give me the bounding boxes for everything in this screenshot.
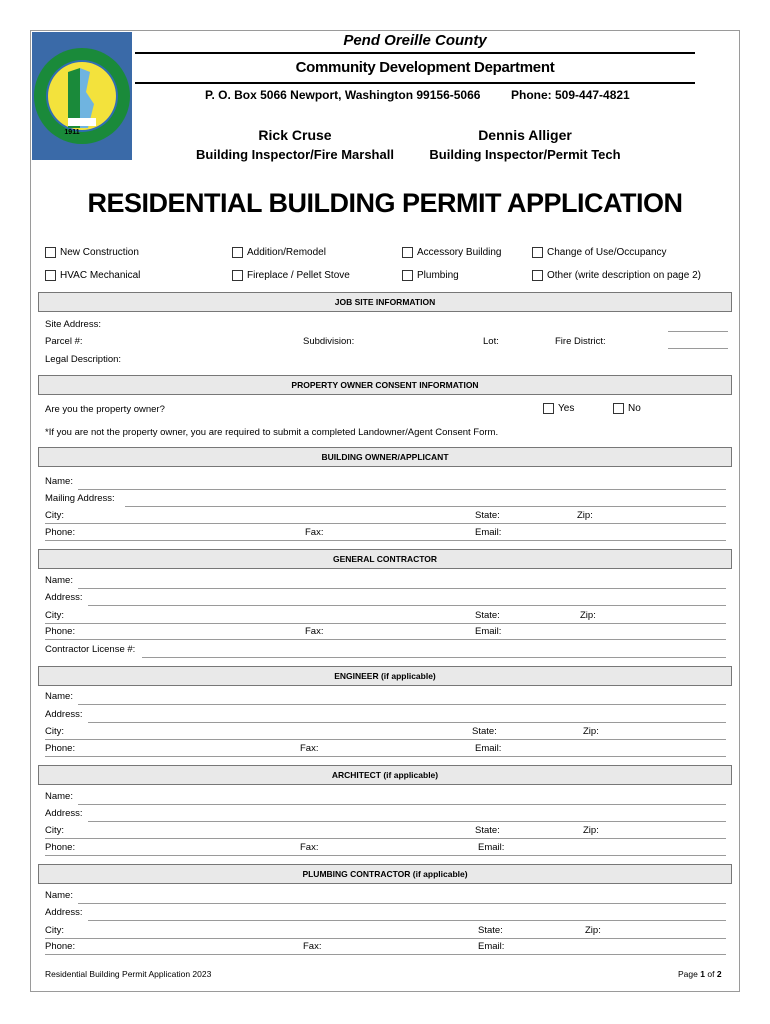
field-line <box>88 722 726 723</box>
footer-page-number: Page 1 of 2 <box>678 969 722 979</box>
label-address: Address: <box>45 808 83 819</box>
label-email: Email: <box>478 842 505 853</box>
label-state: State: <box>475 510 500 521</box>
field-line <box>78 489 726 490</box>
label-zip: Zip: <box>583 726 599 737</box>
field-line <box>125 506 726 507</box>
field-line <box>45 623 726 624</box>
field-line <box>45 938 726 939</box>
section-building-owner: BUILDING OWNER/APPLICANT <box>38 447 732 467</box>
field-line <box>45 739 726 740</box>
label-phone: Phone: <box>45 626 76 637</box>
checkbox-owner-yes[interactable]: Yes <box>543 403 574 414</box>
label-name: Name: <box>45 691 73 702</box>
checkbox-new-construction[interactable]: New Construction <box>45 247 139 258</box>
label-fax: Fax: <box>305 626 324 637</box>
field-line <box>45 523 726 524</box>
label-state: State: <box>472 726 497 737</box>
field-line <box>45 838 726 839</box>
label-lot: Lot: <box>483 336 499 347</box>
label-name: Name: <box>45 476 73 487</box>
consent-note: *If you are not the property owner, you are required to submit a completed Landowner/Agent Consent Form. <box>45 427 499 438</box>
label-zip: Zip: <box>577 510 593 521</box>
inspector2-title: Building Inspector/Permit Tech <box>429 147 621 162</box>
section-architect: ARCHITECT (if applicable) <box>38 765 732 785</box>
header-rule-1 <box>135 52 695 54</box>
label-legal-description: Legal Description: <box>45 354 122 365</box>
page-title: RESIDENTIAL BUILDING PERMIT APPLICATION <box>87 188 683 218</box>
field-line <box>668 331 728 332</box>
label-fax: Fax: <box>300 743 319 754</box>
checkbox-fireplace[interactable]: Fireplace / Pellet Stove <box>232 270 350 281</box>
label-name: Name: <box>45 575 73 586</box>
label-parcel: Parcel #: <box>45 336 83 347</box>
label-name: Name: <box>45 791 73 802</box>
field-line <box>78 903 726 904</box>
field-line <box>45 639 726 640</box>
field-line <box>668 348 728 349</box>
field-line <box>45 954 726 955</box>
label-fire-district: Fire District: <box>555 336 606 347</box>
label-email: Email: <box>478 941 505 952</box>
label-subdivision: Subdivision: <box>303 336 355 347</box>
label-email: Email: <box>475 527 502 538</box>
checkbox-addition-remodel[interactable]: Addition/Remodel <box>232 247 326 258</box>
label-state: State: <box>475 825 500 836</box>
label-state: State: <box>478 925 503 936</box>
field-line <box>45 855 726 856</box>
label-city: City: <box>45 825 64 836</box>
label-fax: Fax: <box>300 842 319 853</box>
field-line <box>88 821 726 822</box>
label-email: Email: <box>475 743 502 754</box>
label-zip: Zip: <box>580 610 596 621</box>
checkbox-change-of-use[interactable]: Change of Use/Occupancy <box>532 247 667 258</box>
label-fax: Fax: <box>303 941 322 952</box>
footer-document-name: Residential Building Permit Application 2023 <box>45 969 212 979</box>
checkbox-hvac[interactable]: HVAC Mechanical <box>45 270 140 281</box>
header-rule-2 <box>135 82 695 84</box>
section-owner-consent: PROPERTY OWNER CONSENT INFORMATION <box>38 375 732 395</box>
checkbox-plumbing[interactable]: Plumbing <box>402 270 459 281</box>
field-line <box>142 657 726 658</box>
label-phone: Phone: <box>45 743 76 754</box>
department-name: Community Development Department <box>295 59 555 76</box>
mailing-address: P. O. Box 5066 Newport, Washington 99156-5066 <box>205 88 481 102</box>
label-city: City: <box>45 925 64 936</box>
field-line <box>78 588 726 589</box>
field-line <box>88 605 726 606</box>
label-fax: Fax: <box>305 527 324 538</box>
phone-number: Phone: 509-447-4821 <box>511 88 630 102</box>
section-job-site: JOB SITE INFORMATION <box>38 292 732 312</box>
label-address: Address: <box>45 592 83 603</box>
label-state: State: <box>475 610 500 621</box>
checkbox-other[interactable]: Other (write description on page 2) <box>532 270 701 281</box>
owner-question: Are you the property owner? <box>45 404 165 415</box>
label-contractor-license: Contractor License #: <box>45 644 136 655</box>
field-line <box>88 920 726 921</box>
page-border <box>30 30 740 992</box>
label-city: City: <box>45 726 64 737</box>
label-phone: Phone: <box>45 941 76 952</box>
checkbox-owner-no[interactable]: No <box>613 403 641 414</box>
section-plumbing-contractor: PLUMBING CONTRACTOR (if applicable) <box>38 864 732 884</box>
field-line <box>78 804 726 805</box>
label-zip: Zip: <box>585 925 601 936</box>
label-mailing-address: Mailing Address: <box>45 493 115 504</box>
label-phone: Phone: <box>45 842 76 853</box>
county-seal-logo <box>32 32 132 160</box>
county-name: Pend Oreille County <box>343 32 487 49</box>
inspector1-name: Rick Cruse <box>258 127 332 143</box>
field-line <box>45 756 726 757</box>
label-name: Name: <box>45 890 73 901</box>
seal-year: 1911 <box>64 129 80 136</box>
inspector1-title: Building Inspector/Fire Marshall <box>196 147 394 162</box>
field-line <box>78 704 726 705</box>
label-address: Address: <box>45 709 83 720</box>
label-phone: Phone: <box>45 527 76 538</box>
label-site-address: Site Address: <box>45 319 101 330</box>
checkbox-accessory-building[interactable]: Accessory Building <box>402 247 501 258</box>
section-engineer: ENGINEER (if applicable) <box>38 666 732 686</box>
field-line <box>45 540 726 541</box>
label-email: Email: <box>475 626 502 637</box>
label-city: City: <box>45 610 64 621</box>
label-zip: Zip: <box>583 825 599 836</box>
inspector2-name: Dennis Alliger <box>478 127 572 143</box>
label-city: City: <box>45 510 64 521</box>
label-address: Address: <box>45 907 83 918</box>
section-general-contractor: GENERAL CONTRACTOR <box>38 549 732 569</box>
